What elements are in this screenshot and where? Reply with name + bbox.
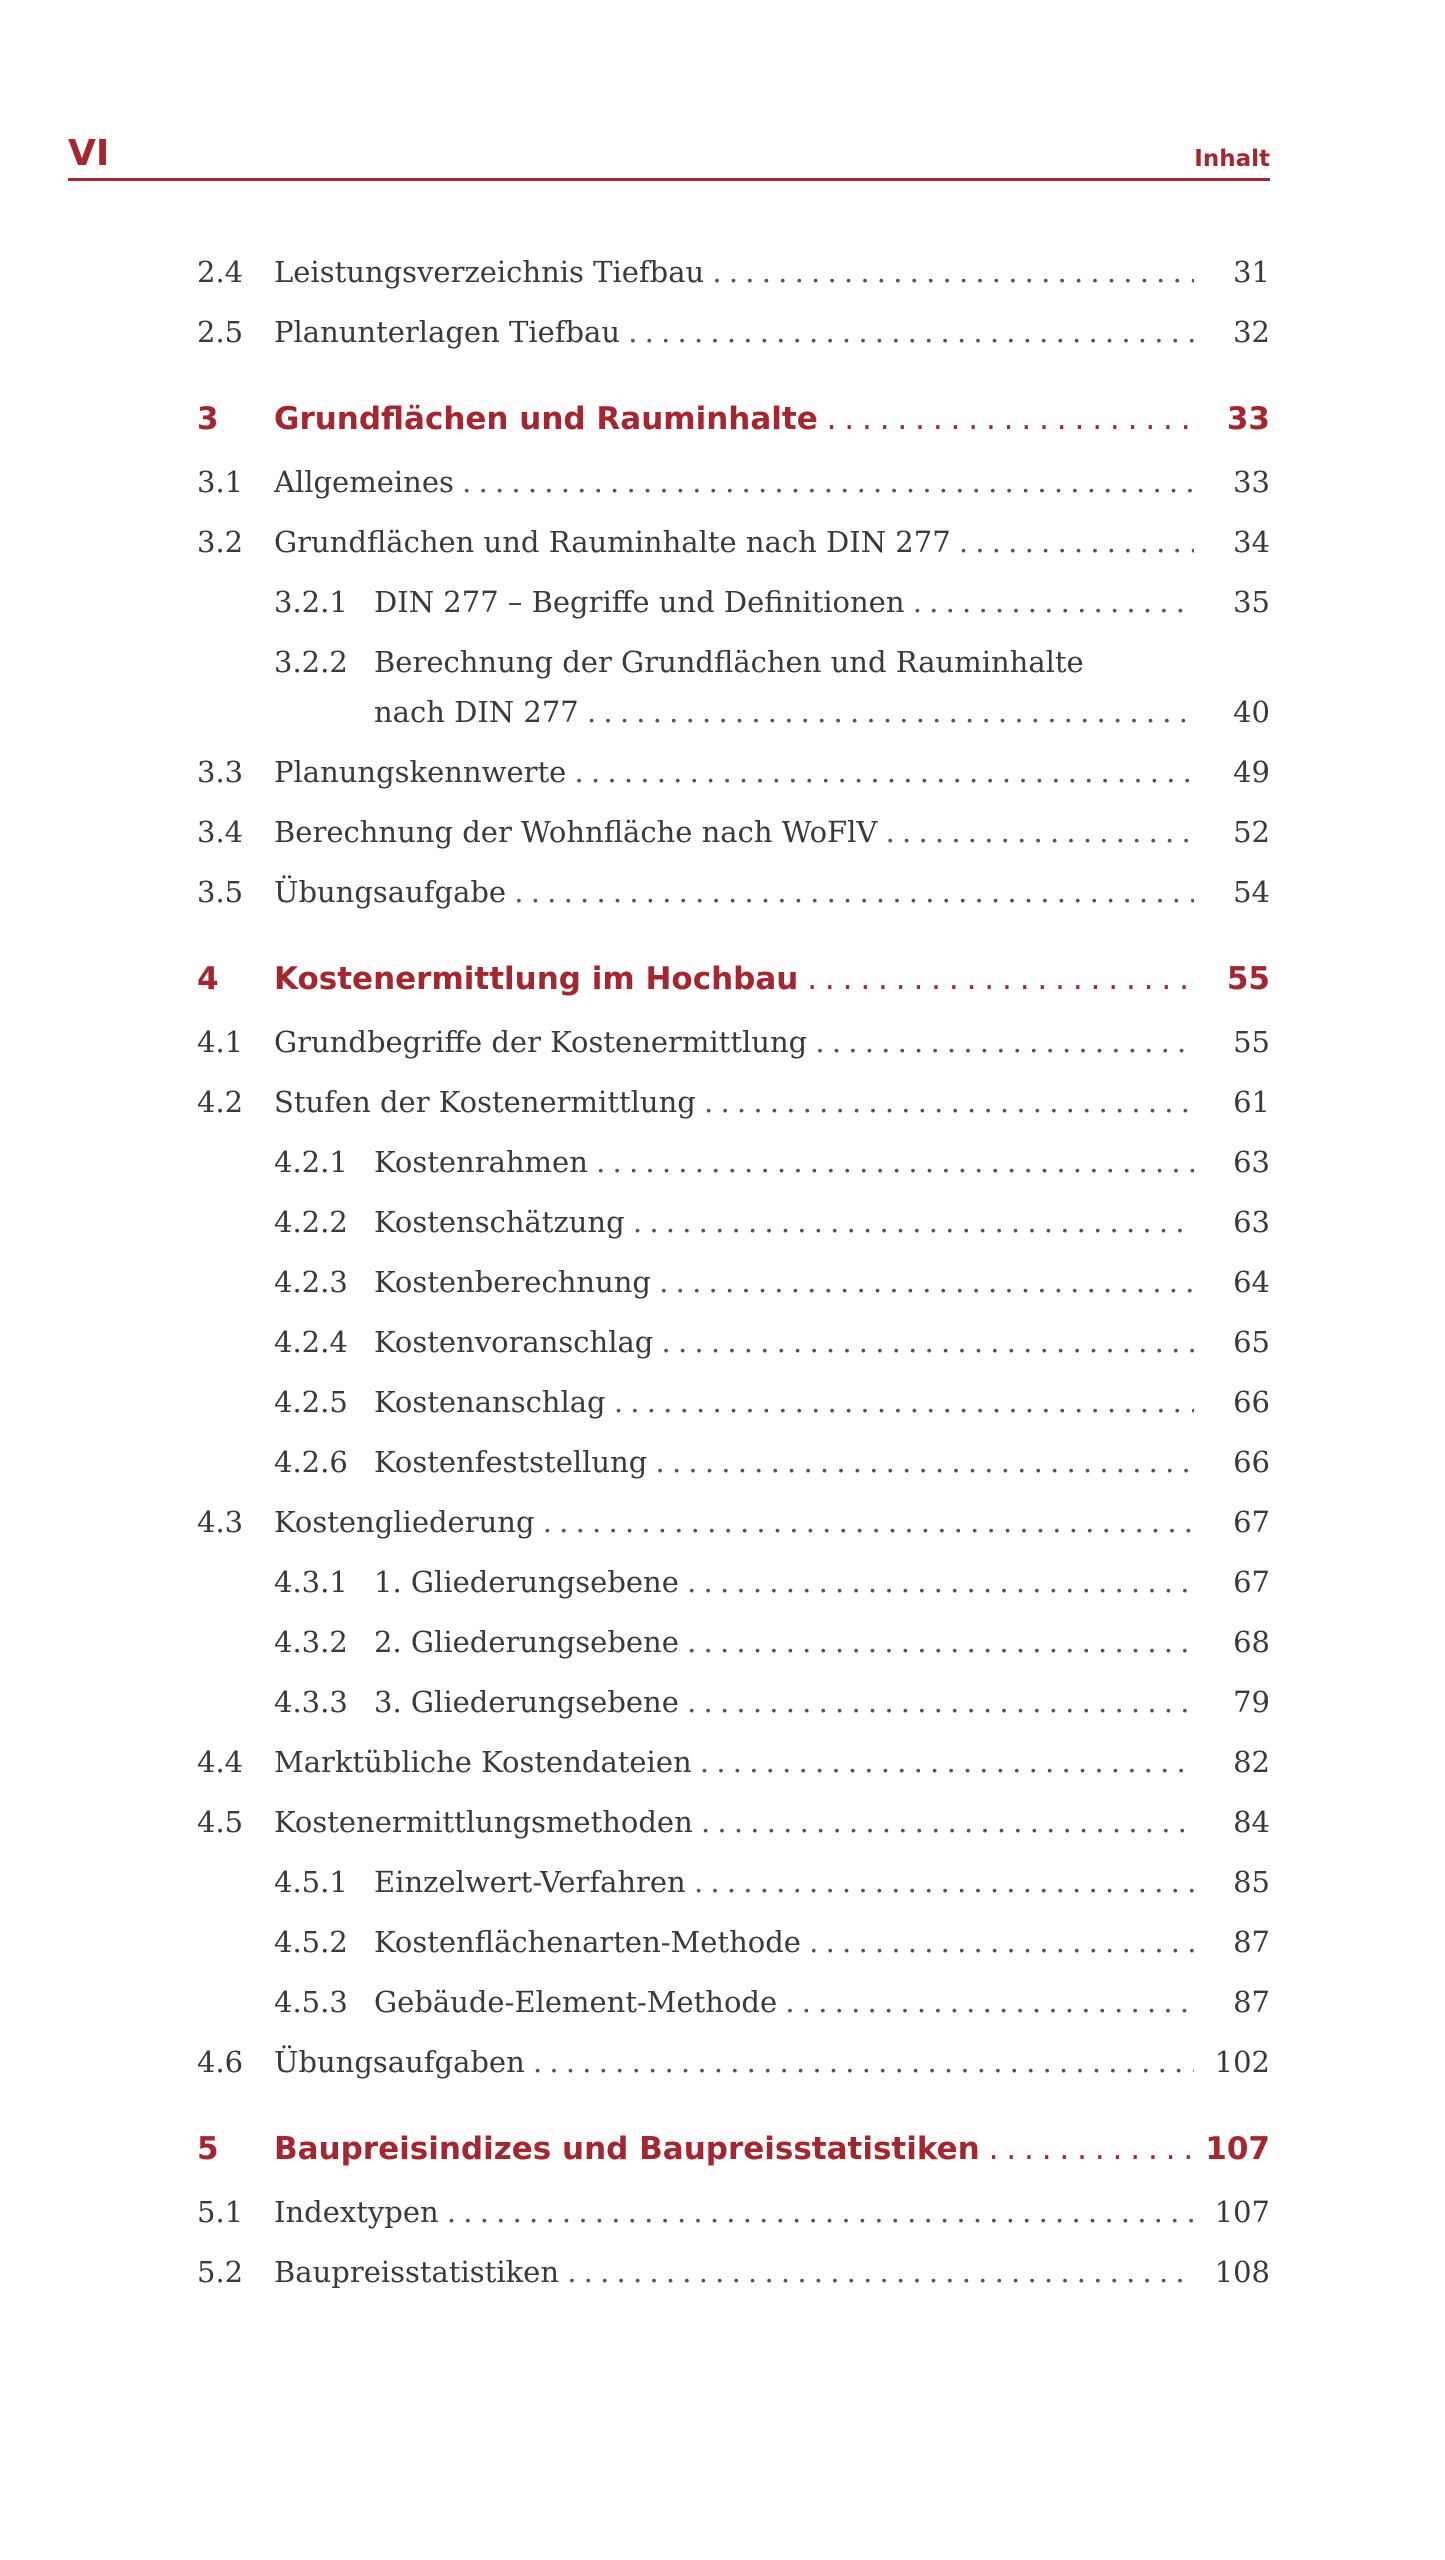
- toc-title: Baupreisstatistiken . . .: [274, 2250, 1194, 2294]
- toc-entry[interactable]: [197, 310, 1270, 354]
- toc-entry[interactable]: [274, 1980, 1270, 2024]
- toc-page: 68: [1233, 1625, 1270, 1659]
- toc-page: 34: [1233, 525, 1270, 559]
- toc-title-first-line: Berechnung der Grundflächen und Rauminhalte: [374, 645, 1084, 679]
- toc-page: 32: [1233, 315, 1270, 349]
- toc-number: 4.6: [197, 2045, 244, 2079]
- toc-title: Grundbegriffe der Kostenermittlung . . .: [274, 1020, 1194, 1064]
- toc-number: 4.2.5: [274, 1385, 348, 1419]
- toc-page: 87: [1233, 1925, 1270, 1959]
- toc-title: Allgemeines . . .: [274, 460, 1194, 504]
- toc-title: Planunterlagen Tiefbau . . .: [274, 310, 1194, 354]
- toc-page: 61: [1233, 1085, 1270, 1119]
- toc-number: 3.3: [197, 755, 244, 789]
- toc-number: 5.1: [197, 2195, 244, 2229]
- toc-title: Gebäude-Element-Methode . . .: [374, 1980, 1194, 2024]
- toc-page: 66: [1233, 1445, 1270, 1479]
- toc-number: 4.5.1: [274, 1865, 348, 1899]
- toc-entry[interactable]: [274, 1380, 1270, 1424]
- toc-number: 3.4: [197, 815, 244, 849]
- toc-entry[interactable]: [197, 1500, 1270, 1544]
- toc-chapter[interactable]: [197, 2127, 1270, 2171]
- toc-page: 79: [1233, 1685, 1270, 1719]
- toc-number: 4.3: [197, 1505, 244, 1539]
- toc-entry[interactable]: [274, 580, 1270, 624]
- toc-entry[interactable]: [274, 1920, 1270, 1964]
- toc-number: 4.2: [197, 1085, 244, 1119]
- toc-entry[interactable]: [274, 640, 1270, 734]
- toc-page: 35: [1233, 585, 1270, 619]
- toc-page: 107: [1214, 2195, 1270, 2229]
- toc-number: 4: [197, 961, 219, 997]
- toc-number: 3.2: [197, 525, 244, 559]
- toc-title: Marktübliche Kostendateien . . .: [274, 1740, 1194, 1784]
- toc-page: 64: [1233, 1265, 1270, 1299]
- toc-entry[interactable]: [197, 2250, 1270, 2294]
- toc-page: 40: [1233, 695, 1270, 729]
- toc-number: 2.5: [197, 315, 244, 349]
- toc-entry[interactable]: [274, 1560, 1270, 1604]
- toc-number: 3.2.2: [274, 645, 348, 679]
- toc-page: 63: [1233, 1205, 1270, 1239]
- toc-number: 3.5: [197, 875, 244, 909]
- toc-entry[interactable]: [274, 1260, 1270, 1304]
- toc-page: 102: [1214, 2045, 1270, 2079]
- toc-number: 2.4: [197, 255, 244, 289]
- toc-page: 107: [1205, 2131, 1270, 2167]
- toc-title: Baupreisindizes und Baupreisstatistiken . . .: [274, 2127, 1194, 2171]
- toc-number: 4.2.2: [274, 1205, 348, 1239]
- toc-entry[interactable]: [197, 750, 1270, 794]
- toc-title: Grundflächen und Rauminhalte . . .: [274, 397, 1194, 441]
- toc-page: 55: [1233, 1025, 1270, 1059]
- toc-page: 55: [1226, 961, 1270, 997]
- toc-entry[interactable]: [197, 1020, 1270, 1064]
- toc-page: 67: [1233, 1505, 1270, 1539]
- toc-number: 4.5: [197, 1805, 244, 1839]
- toc-page: 66: [1233, 1385, 1270, 1419]
- toc-number: 4.2.1: [274, 1145, 348, 1179]
- toc-number: 4.5.3: [274, 1985, 348, 2019]
- toc-number: 4.2.3: [274, 1265, 348, 1299]
- toc-number: 3.1: [197, 465, 244, 499]
- toc-number: 4.3.3: [274, 1685, 348, 1719]
- toc-title: Kostengliederung . . .: [274, 1500, 1194, 1544]
- toc-entry[interactable]: [197, 810, 1270, 854]
- toc-entry[interactable]: [197, 2040, 1270, 2084]
- toc-entry[interactable]: [274, 1140, 1270, 1184]
- toc-title: Indextypen . . .: [274, 2190, 1194, 2234]
- toc-entry[interactable]: [274, 1860, 1270, 1904]
- page-number: VI: [68, 133, 110, 174]
- toc-title: DIN 277 – Begriffe und Definitionen . . .: [374, 580, 1194, 624]
- toc-title: Kostenberechnung . . .: [374, 1260, 1194, 1304]
- toc-title: Übungsaufgabe . . .: [274, 870, 1194, 914]
- toc-page: 84: [1233, 1805, 1270, 1839]
- toc-entry[interactable]: [197, 520, 1270, 564]
- toc-title: nach DIN 277 . . .: [374, 690, 1194, 734]
- toc-page: 65: [1233, 1325, 1270, 1359]
- toc-number: 4.5.2: [274, 1925, 348, 1959]
- toc-title: Kostenschätzung . . .: [374, 1200, 1194, 1244]
- toc-page: 33: [1233, 465, 1270, 499]
- toc-page: 67: [1233, 1565, 1270, 1599]
- toc-number: 4.4: [197, 1745, 244, 1779]
- toc-title: 3. Gliederungsebene . . .: [374, 1680, 1194, 1724]
- toc-number: 5: [197, 2131, 219, 2167]
- toc-number: 3: [197, 401, 219, 437]
- toc-chapter[interactable]: [197, 957, 1270, 1001]
- toc-title: Übungsaufgaben . . .: [274, 2040, 1194, 2084]
- toc-page: 63: [1233, 1145, 1270, 1179]
- toc-entry[interactable]: [197, 460, 1270, 504]
- toc-number: 4.1: [197, 1025, 244, 1059]
- running-title: Inhalt: [1194, 146, 1270, 172]
- toc-title: 1. Gliederungsebene . . .: [374, 1560, 1194, 1604]
- toc-page: 82: [1233, 1745, 1270, 1779]
- toc-title: Kostenermittlung im Hochbau . . .: [274, 957, 1194, 1001]
- toc-entry[interactable]: [197, 2190, 1270, 2234]
- toc-title: Stufen der Kostenermittlung . . .: [274, 1080, 1194, 1124]
- toc-number: 4.3.1: [274, 1565, 348, 1599]
- toc-title: Kostenflächenarten-Methode . . .: [374, 1920, 1194, 1964]
- toc-number: 4.2.4: [274, 1325, 348, 1359]
- toc-page: 85: [1233, 1865, 1270, 1899]
- toc-title: Planungskennwerte . . .: [274, 750, 1194, 794]
- toc-entry[interactable]: [274, 1620, 1270, 1664]
- toc-entry[interactable]: [197, 1740, 1270, 1784]
- toc-entry[interactable]: [274, 1680, 1270, 1724]
- toc-title: Kostenrahmen . . .: [374, 1140, 1194, 1184]
- toc-title: Kostenvoranschlag . . .: [374, 1320, 1194, 1364]
- toc-page: 31: [1233, 255, 1270, 289]
- toc-number: 5.2: [197, 2255, 244, 2289]
- toc-entry[interactable]: [197, 1080, 1270, 1124]
- toc-title: Einzelwert-Verfahren . . .: [374, 1860, 1194, 1904]
- toc-entry[interactable]: [274, 1440, 1270, 1484]
- toc-page: 54: [1233, 875, 1270, 909]
- toc-entry[interactable]: [197, 1800, 1270, 1844]
- toc-chapter[interactable]: [197, 397, 1270, 441]
- toc-entry[interactable]: [197, 870, 1270, 914]
- toc-entry[interactable]: [274, 1200, 1270, 1244]
- toc-title: Kostenermittlungsmethoden . . .: [274, 1800, 1194, 1844]
- toc-title: Kostenfeststellung . . .: [374, 1440, 1194, 1484]
- page-header: [68, 128, 1270, 181]
- toc-number: 4.2.6: [274, 1445, 348, 1479]
- toc-number: 4.3.2: [274, 1625, 348, 1659]
- toc-entry[interactable]: [197, 250, 1270, 294]
- toc-title: Leistungsverzeichnis Tiefbau . . .: [274, 250, 1194, 294]
- toc-title: Grundflächen und Rauminhalte nach DIN 277 . . .: [274, 520, 1194, 564]
- toc-page: 52: [1233, 815, 1270, 849]
- toc-title: Kostenanschlag . . .: [374, 1380, 1194, 1424]
- toc-page: 33: [1226, 401, 1270, 437]
- toc-entry[interactable]: [274, 1320, 1270, 1364]
- toc-page: 108: [1214, 2255, 1270, 2289]
- toc-page: 87: [1233, 1985, 1270, 2019]
- toc-number: 3.2.1: [274, 585, 348, 619]
- toc-title: 2. Gliederungsebene . . .: [374, 1620, 1194, 1664]
- toc-page: 49: [1233, 755, 1270, 789]
- toc-title: Berechnung der Wohnfläche nach WoFlV . . .: [274, 810, 1194, 854]
